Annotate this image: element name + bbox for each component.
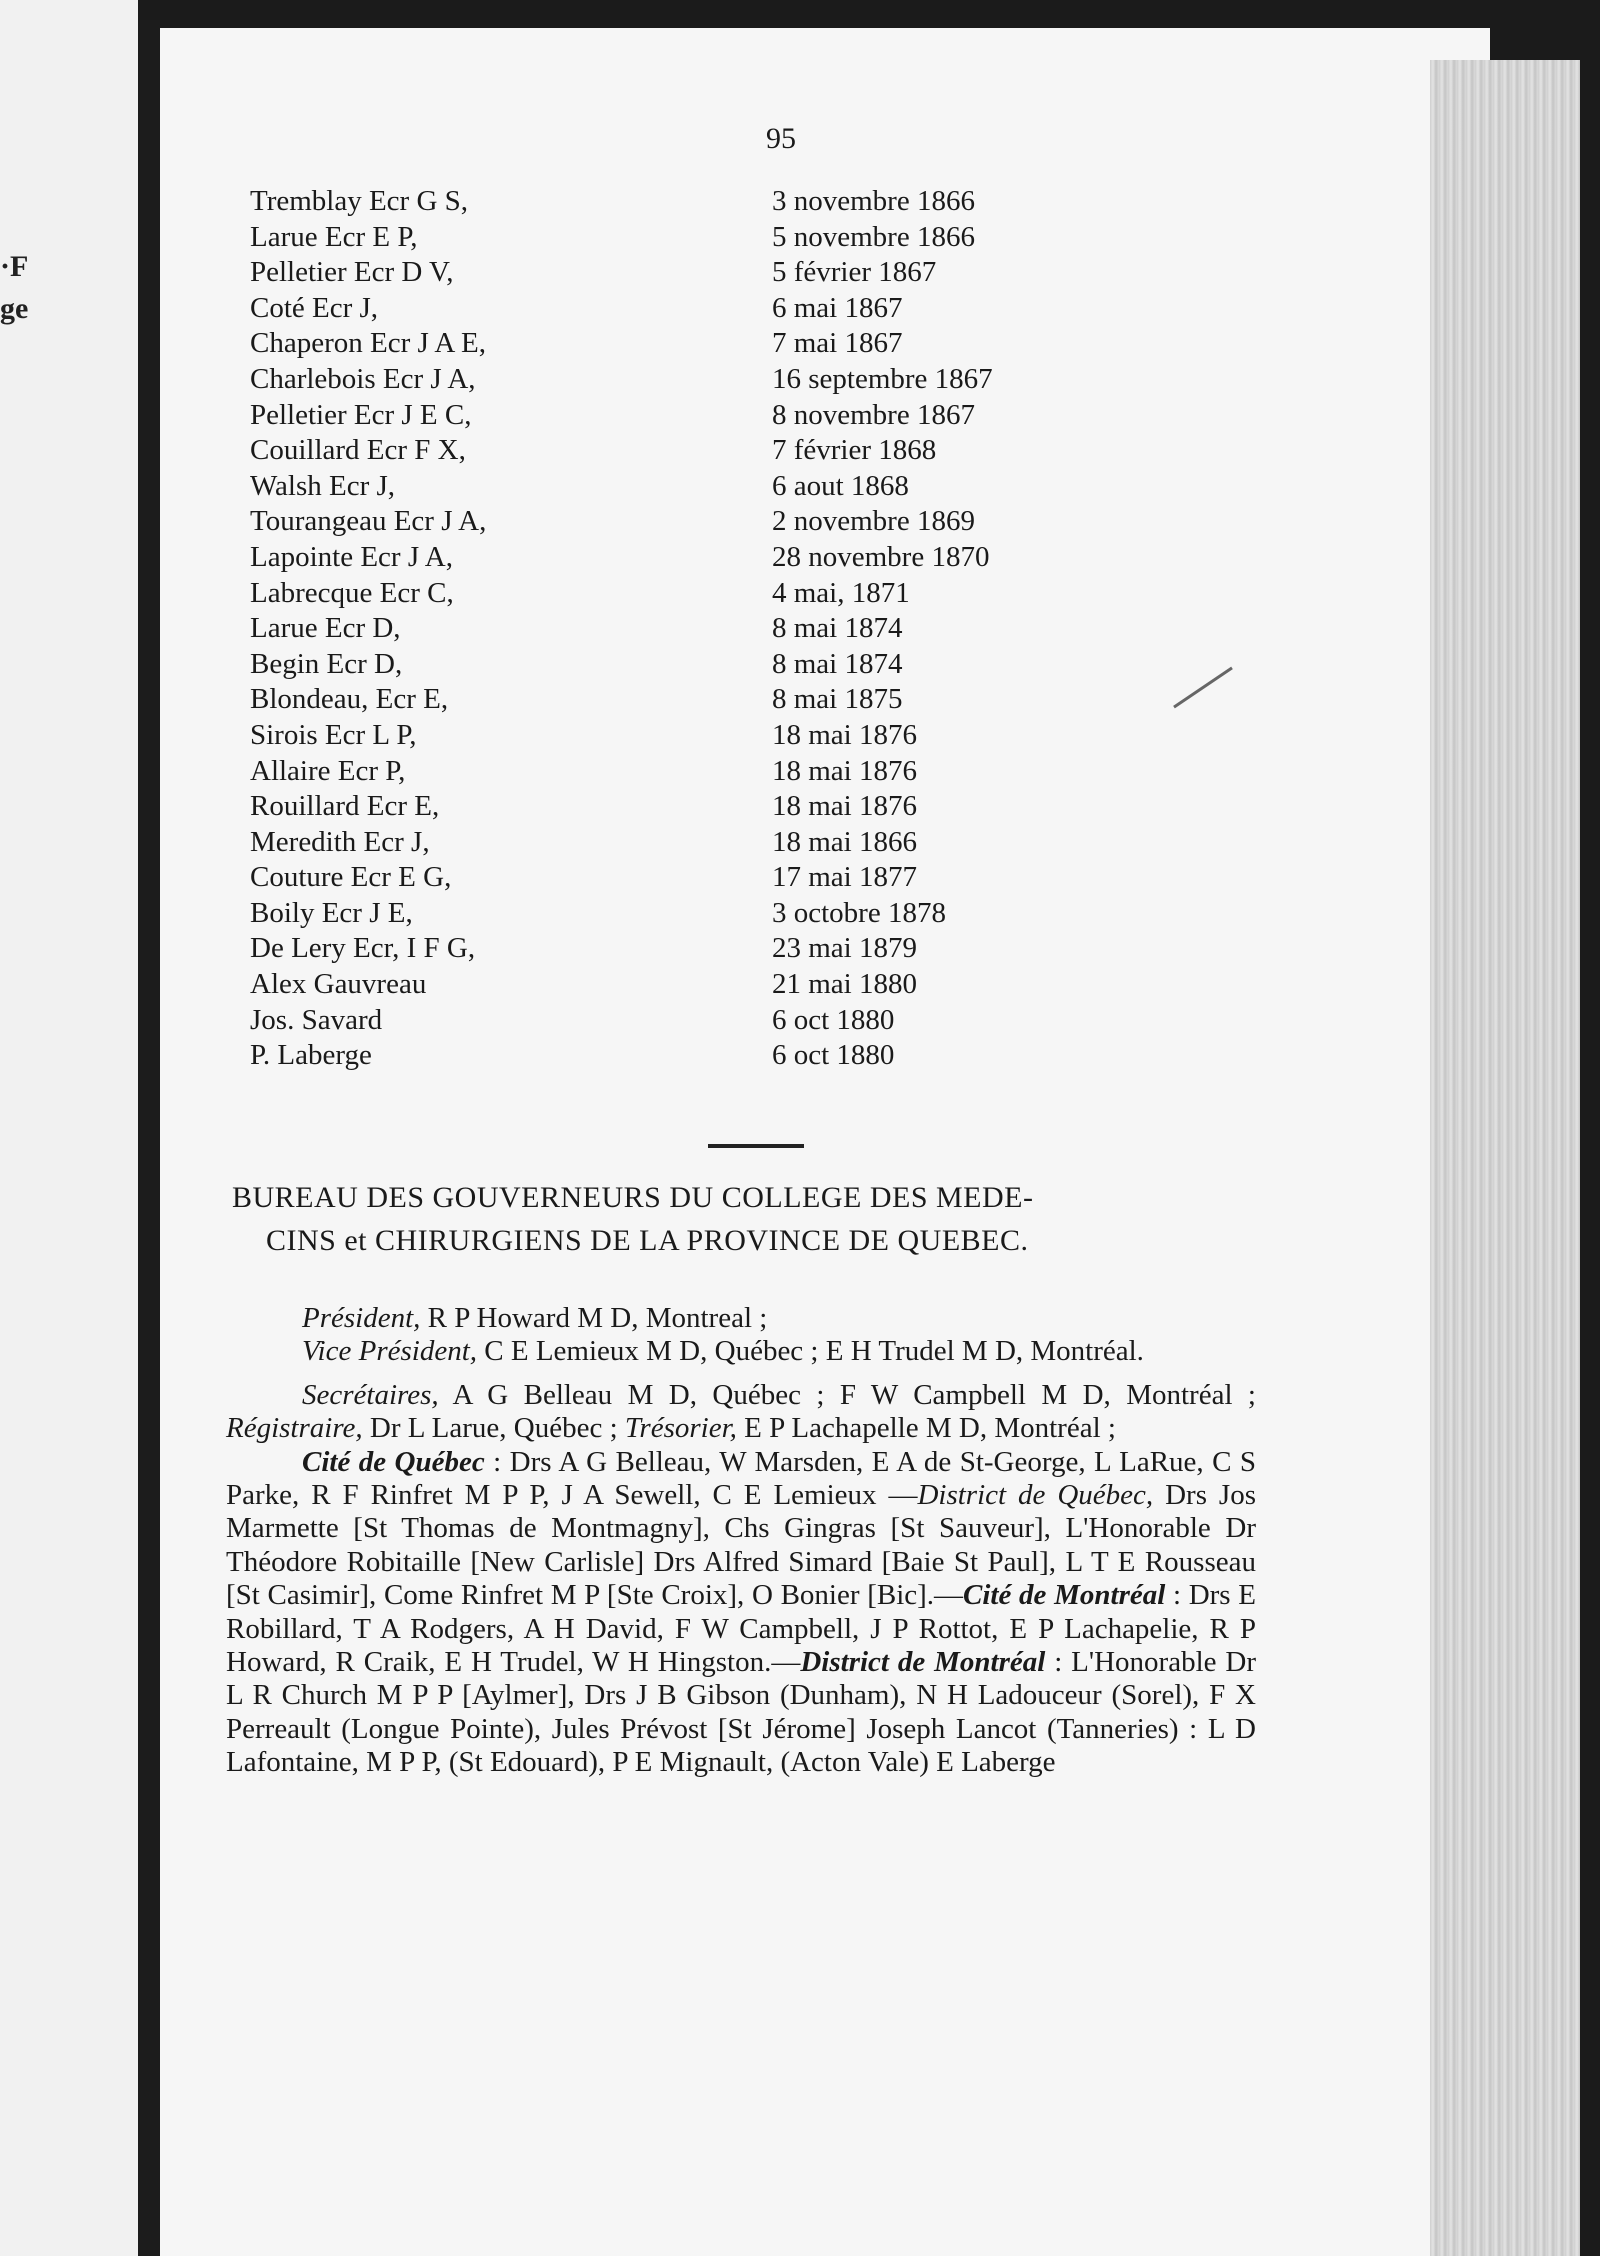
cite-quebec-text: : Drs A G Belleau, W Marsden, E A de St-George, L LaRue, C S Parke, R F Rinfret M P P, J A Sewell, C E Lemieux — xyxy=(226,1445,1256,1512)
cite-montreal-text: : Drs E Robillard, T A Rodgers, A H David, F W Campbell, J P Rottot, E P Lachapelie, R P Howard, R Craik, E H Trudel, W H Hingston.— xyxy=(226,1579,1256,1679)
entry-name: Alex Gauvreau xyxy=(250,968,427,1001)
president-label: Président, xyxy=(302,1302,421,1334)
list-item xyxy=(250,682,1110,718)
entry-name: Boily Ecr J E, xyxy=(250,896,413,929)
list-item xyxy=(250,504,1110,540)
entry-name: Pelletier Ecr D V, xyxy=(250,256,454,289)
entry-date: 3 octobre 1878 xyxy=(772,896,946,929)
district-quebec-text: Drs Jos Marmette [St Thomas de Montmagny], Chs Gingras [St Sauveur], L'Honorable Dr Théodore Robitaille [New Carlisle] Drs Alfred Simard [Baie St Paul], L T E Rousseau [St Casimir], Come Rinfret M P [Ste Croix], O Bonier [Bic].— xyxy=(226,1479,1256,1612)
entry-name: Charlebois Ecr J A, xyxy=(250,362,476,395)
list-item xyxy=(250,291,1110,327)
facing-page-fragment: ge xyxy=(0,292,29,325)
entry-name: Coté Ecr J, xyxy=(250,291,379,324)
entry-date: 3 novembre 1866 xyxy=(772,185,975,217)
section-divider xyxy=(708,1144,804,1148)
entry-date: 8 mai 1874 xyxy=(772,647,903,680)
entry-name: Jos. Savard xyxy=(250,1003,383,1036)
entry-name: Sirois Ecr L P, xyxy=(250,718,417,751)
entry-name: Larue Ecr D, xyxy=(250,612,401,645)
secretaries-text: A G Belleau M D, Québec ; F W Campbell M D, Montréal ; xyxy=(438,1378,1256,1411)
entry-date: 6 aout 1868 xyxy=(772,469,909,502)
list-item xyxy=(250,931,1110,967)
list-item xyxy=(250,326,1110,362)
cite-montreal-label: Cité de Montréal xyxy=(963,1579,1166,1612)
entry-date: 8 mai 1874 xyxy=(772,612,903,645)
list-item xyxy=(250,860,1110,896)
entry-date: 8 mai 1875 xyxy=(772,683,903,716)
heading-line-1: BUREAU DES GOUVERNEURS DU COLLEGE DES MEDE- xyxy=(232,1181,1034,1214)
vice-president-label: Vice Président, xyxy=(302,1335,478,1368)
entry-date: 17 mai 1877 xyxy=(772,861,917,894)
list-item xyxy=(250,255,1110,291)
entry-name: Larue Ecr E P, xyxy=(250,220,418,253)
district-quebec-label: District de Québec, xyxy=(917,1479,1154,1512)
entry-date: 18 mai 1866 xyxy=(772,825,917,858)
registrar-text: Dr L Larue, Québec ; xyxy=(362,1412,625,1445)
list-item xyxy=(250,825,1110,861)
list-item xyxy=(250,540,1110,576)
entry-date: 5 février 1867 xyxy=(772,256,937,289)
entry-name: P. Laberge xyxy=(250,1039,372,1072)
entry-date: 6 mai 1867 xyxy=(772,291,903,324)
entry-name: Labrecque Ecr C, xyxy=(250,576,454,609)
heading-line-2: CINS et CHIRURGIENS DE LA PROVINCE DE QUEBEC. xyxy=(266,1224,1029,1257)
entry-name: Rouillard Ecr E, xyxy=(250,790,440,823)
vice-president-paragraph xyxy=(226,1335,1256,1368)
treasurer-text: E P Lachapelle M D, Montréal ; xyxy=(736,1412,1116,1445)
entry-date: 23 mai 1879 xyxy=(772,932,917,965)
list-item xyxy=(250,718,1110,754)
list-item xyxy=(250,789,1110,825)
list-item xyxy=(250,469,1110,505)
entry-date: 8 novembre 1867 xyxy=(772,398,975,431)
facing-page-fragment: ·F xyxy=(0,250,29,283)
entry-date: 6 oct 1880 xyxy=(772,1003,895,1036)
entry-date: 16 septembre 1867 xyxy=(772,362,993,395)
cite-quebec-label: Cité de Québec xyxy=(302,1445,485,1478)
entry-date: 5 novembre 1866 xyxy=(772,220,975,253)
list-item xyxy=(250,1003,1110,1039)
entry-name: Allaire Ecr P, xyxy=(250,754,406,787)
entry-date: 4 mai, 1871 xyxy=(772,576,910,609)
registrar-label: Régistraire, xyxy=(226,1412,363,1445)
president-paragraph xyxy=(226,1302,1256,1335)
president-text: R P Howard M D, Montreal ; xyxy=(420,1302,768,1334)
book-gutter xyxy=(138,20,160,2256)
entry-date: 18 mai 1876 xyxy=(772,754,917,787)
vice-president-text: C E Lemieux M D, Québec ; E H Trudel M D, Montréal. xyxy=(477,1335,1144,1368)
entry-name: Tourangeau Ecr J A, xyxy=(250,505,487,538)
entry-date: 7 mai 1867 xyxy=(772,327,903,360)
list-item xyxy=(250,362,1110,398)
entry-date: 2 novembre 1869 xyxy=(772,505,975,538)
page-number: 95 xyxy=(766,122,796,155)
appointments-list xyxy=(250,184,1110,1074)
entry-date: 6 oct 1880 xyxy=(772,1039,895,1072)
list-item xyxy=(250,433,1110,469)
entry-date: 21 mai 1880 xyxy=(772,968,917,1001)
entry-name: Couillard Ecr F X, xyxy=(250,434,466,467)
entry-name: Walsh Ecr J, xyxy=(250,469,396,502)
page-edge-stack xyxy=(1430,60,1580,2256)
entry-name: Chaperon Ecr J A E, xyxy=(250,327,486,360)
entry-name: Couture Ecr E G, xyxy=(250,861,452,894)
treasurer-label: Trésorier, xyxy=(624,1412,737,1445)
list-item xyxy=(250,576,1110,612)
secretaries-label: Secrétaires, xyxy=(302,1378,439,1411)
list-item xyxy=(250,647,1110,683)
list-item xyxy=(250,754,1110,790)
entry-date: 7 février 1868 xyxy=(772,434,937,467)
entry-name: Lapointe Ecr J A, xyxy=(250,540,453,573)
district-montreal-label: District de Montréal xyxy=(800,1646,1046,1679)
facing-page-edge xyxy=(0,0,138,2256)
district-montreal-text: : L'Honorable Dr L R Church M P P [Aylmer], Drs J B Gibson (Dunham), N H Ladouceur (Sorel), F X Perreault (Longue Pointe), Jules Prévost [St Jérome] Joseph Lancot (Tanneries) : L D Lafontaine, M P P, (St Edouard), P E Mignault, (Acton Vale) E Laberge xyxy=(226,1646,1257,1779)
section-heading xyxy=(232,1176,1262,1262)
entry-name: Pelletier Ecr J E C, xyxy=(250,398,472,431)
governors-paragraph xyxy=(226,1446,1256,1780)
board-members-text xyxy=(226,1302,1256,1780)
entry-name: Begin Ecr D, xyxy=(250,647,403,680)
secretaries-paragraph xyxy=(226,1379,1256,1446)
list-item xyxy=(250,611,1110,647)
entry-name: Blondeau, Ecr E, xyxy=(250,683,449,716)
list-item xyxy=(250,184,1110,220)
list-item xyxy=(250,896,1110,932)
list-item xyxy=(250,1038,1110,1074)
list-item xyxy=(250,398,1110,434)
entry-date: 18 mai 1876 xyxy=(772,790,917,823)
entry-name: Tremblay Ecr G S, xyxy=(250,185,469,217)
list-item xyxy=(250,220,1110,256)
entry-name: Meredith Ecr J, xyxy=(250,825,430,858)
list-item xyxy=(250,967,1110,1003)
entry-date: 18 mai 1876 xyxy=(772,718,917,751)
entry-date: 28 novembre 1870 xyxy=(772,540,990,573)
entry-name: De Lery Ecr, I F G, xyxy=(250,932,476,965)
